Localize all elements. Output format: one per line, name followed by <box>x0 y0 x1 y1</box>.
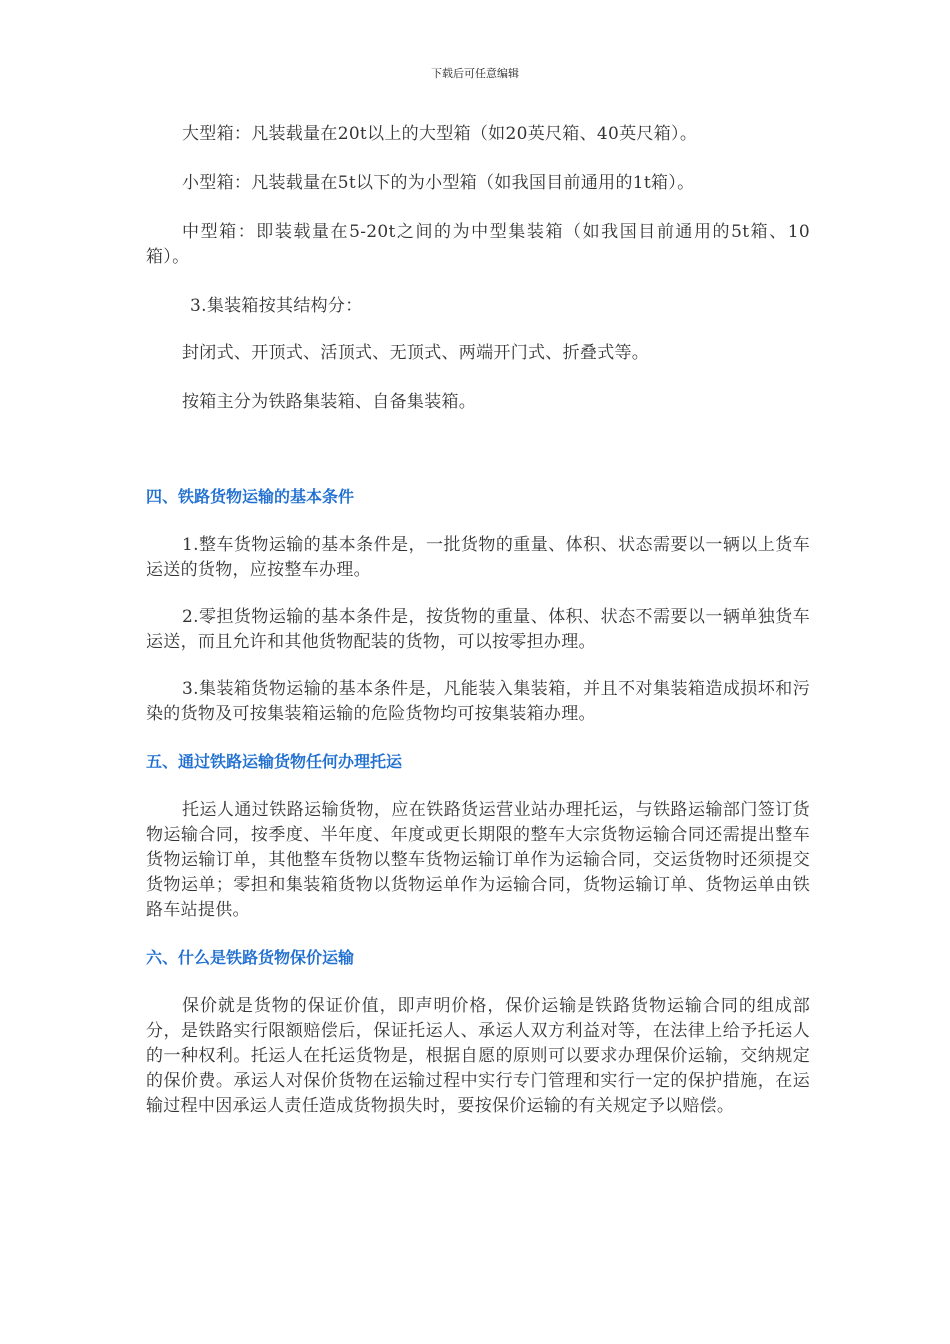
paragraph-large-container: 大型箱：凡装载量在20t以上的大型箱（如20英尺箱、40英尺箱）。 <box>182 124 698 144</box>
section-heading-4: 四、铁路货物运输的基本条件 <box>146 487 355 506</box>
section-5-paragraph-1: 托运人通过铁路运输货物，应在铁路货运营业站办理托运，与铁路运输部门签订货物运输合同，按季度、半年度、年度或更长期限的整车大宗货物运输合同还需提出整车货物运输订单，其他整车货物以整车货物运输订单作为运输合同，交运货物时还须提交货物运单；零担和集装箱货物以货物运单作为运输合同，货物运输订单、货物运单由铁路车站提供。 <box>146 800 810 920</box>
section-heading-5: 五、通过铁路运输货物任何办理托运 <box>146 752 403 771</box>
paragraph-structure-heading: 3.集装箱按其结构分： <box>190 296 363 316</box>
document-body <box>146 122 810 1141</box>
paragraph-medium-container: 中型箱：即装载量在5-20t之间的为中型集装箱（如我国目前通用的5t箱、10箱）。 <box>146 222 810 267</box>
paragraph-owner-types: 按箱主分为铁路集装箱、自备集装箱。 <box>182 392 477 412</box>
section-6-paragraph-1: 保价就是货物的保证价值，即声明价格，保价运输是铁路货物运输合同的组成部分，是铁路实行限额赔偿后，保证托运人、承运人双方利益对等，在法律上给予托运人的一种权利。托运人在托运货物是，根据自愿的原则可以要求办理保价运输，交纳规定的保价费。承运人对保价货物在运输过程中实行专门管理和实行一定的保护措施，在运输过程中因承运人责任造成货物损失时，要按保价运输的有关规定予以赔偿。 <box>146 996 810 1116</box>
section-4-paragraph-2: 2.零担货物运输的基本条件是，按货物的重量、体积、状态不需要以一辆单独货车运送，而且允许和其他货物配装的货物，可以按零担办理。 <box>146 607 810 652</box>
page-header: 下载后可任意编辑 <box>431 67 519 80</box>
section-spacer <box>146 437 810 484</box>
section-4-paragraph-1: 1.整车货物运输的基本条件是，一批货物的重量、体积、状态需要以一辆以上货车运送的货物，应按整车办理。 <box>146 535 810 580</box>
paragraph-structure-types: 封闭式、开顶式、活顶式、无顶式、两端开门式、折叠式等。 <box>182 343 650 363</box>
section-4-paragraph-3: 3.集装箱货物运输的基本条件是，凡能装入集装箱，并且不对集装箱造成损坏和污染的货物及可按集装箱运输的危险货物均可按集装箱办理。 <box>146 679 810 724</box>
paragraph-small-container: 小型箱：凡装载量在5t以下的为小型箱（如我国目前通用的1t箱）。 <box>182 173 695 193</box>
section-heading-6: 六、什么是铁路货物保价运输 <box>146 948 355 967</box>
